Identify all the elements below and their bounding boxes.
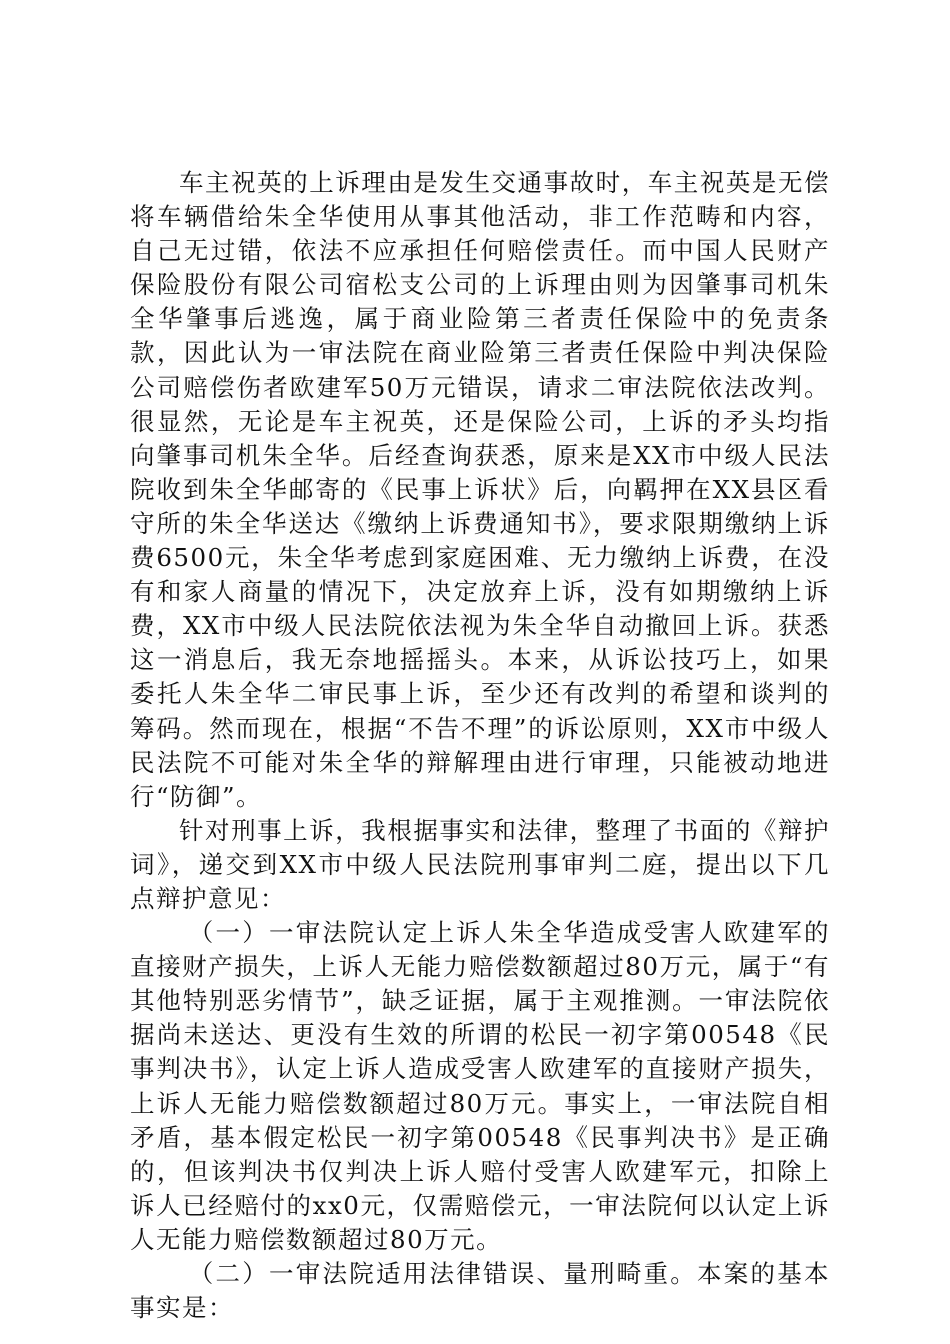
paragraph-appeal-reasons: 车主祝英的上诉理由是发生交通事故时，车主祝英是无偿将车辆借给朱全华使用从事其他活动，非工作范畴和内容，自己无过错，依法不应承担任何赔偿责任。而中国人民财产保险股份有限公司宿松支公司的上诉理由则为因肇事司机朱全华肇事后逃逸，属于商业险第三者责任保险中的免责条款，因此认为一审法院在商业险第三者责任保险中判决保险公司赔偿伤者欧建军50万元错误，请求二审法院依法改判。很显然，无论是车主祝英，还是保险公司，上诉的矛头均指向肇事司机朱全华。后经查询获悉，原来是XX市中级人民法院收到朱全华邮寄的《民事上诉状》后，向羁押在XX县区看守所的朱全华送达《缴纳上诉费通知书》，要求限期缴纳上诉费6500元，朱全华考虑到家庭困难、无力缴纳上诉费，在没有和家人商量的情况下，决定放弃上诉，没有如期缴纳上诉费，XX市中级人民法院依法视为朱全华自动撤回上诉。获悉这一消息后，我无奈地摇摇头。本来，从诉讼技巧上，如果委托人朱全华二审民事上诉，至少还有改判的希望和谈判的筹码。然而现在，根据“不告不理”的诉讼原则，XX市中级人民法院不可能对朱全华的辩解理由进行审理，只能被动地进行“防御”。: [130, 168, 830, 811]
paragraph-defense-point-2: （二）一审法院适用法律错误、量刑畸重。本案的基本事实是：: [130, 1259, 830, 1323]
document-body: [130, 166, 830, 1325]
paragraph-defense-point-1: （一）一审法院认定上诉人朱全华造成受害人欧建军的直接财产损失，上诉人无能力赔偿数额超过80万元，属于“有其他特别恶劣情节”，缺乏证据，属于主观推测。一审法院依据尚未送达、更没有生效的所谓的松民一初字第00548《民事判决书》，认定上诉人造成受害人欧建军的直接财产损失，上诉人无能力赔偿数额超过80万元。事实上，一审法院自相矛盾，基本假定松民一初字第00548《民事判决书》是正确的，但该判决书仅判决上诉人赔付受害人欧建军元，扣除上诉人已经赔付的xx0元，仅需赔偿元，一审法院何以认定上诉人无能力赔偿数额超过80万元。: [130, 918, 830, 1254]
paragraph-criminal-appeal: 针对刑事上诉，我根据事实和法律，整理了书面的《辩护词》，递交到XX市中级人民法院刑事审判二庭，提出以下几点辩护意见：: [130, 815, 830, 913]
